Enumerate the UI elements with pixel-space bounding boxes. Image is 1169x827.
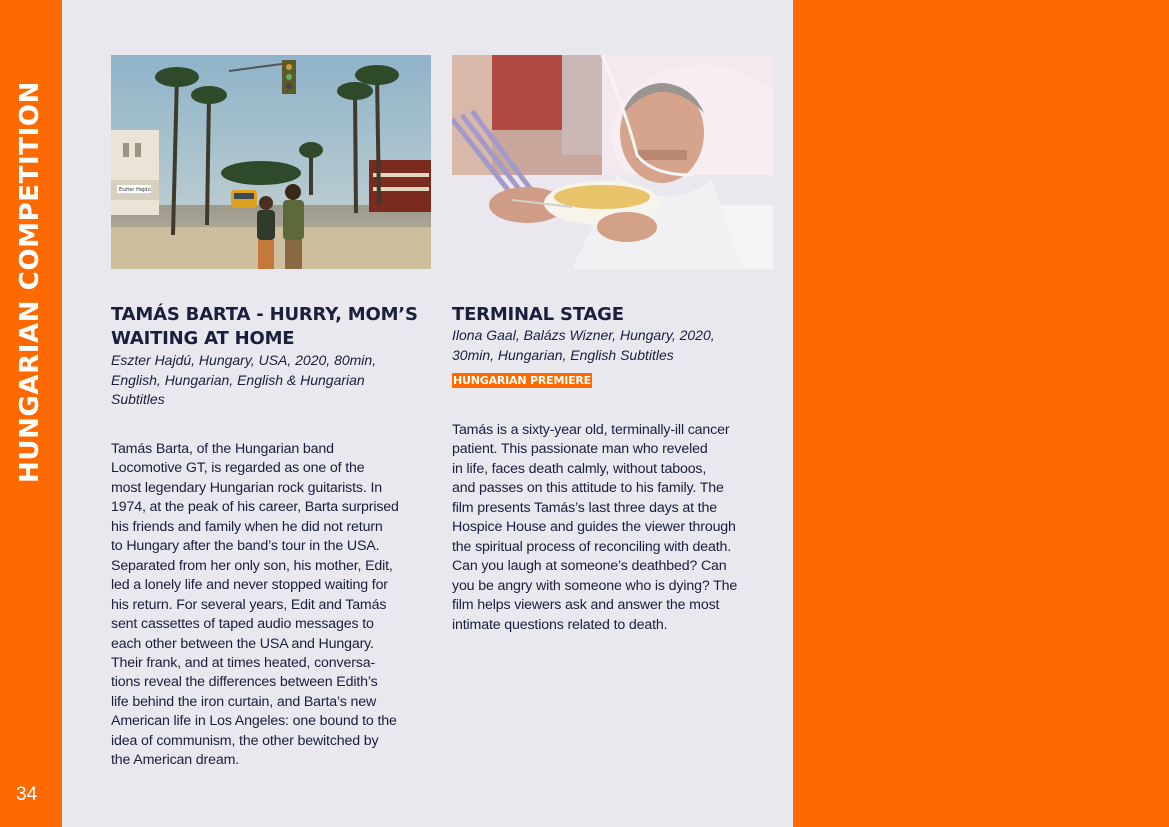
film-meta bbox=[111, 351, 411, 410]
film-synopsis bbox=[452, 421, 772, 635]
synopsis-line: American life in Los Angeles: one bound to the bbox=[111, 713, 397, 730]
film-title-line: TAMÁS BARTA - HURRY, MOM’S bbox=[111, 304, 418, 325]
synopsis-line: sent cassettes of taped audio messages to bbox=[111, 616, 374, 633]
synopsis-line: each other between the USA and Hungary. bbox=[111, 635, 374, 652]
film-title-line: TERMINAL STAGE bbox=[452, 304, 624, 325]
synopsis-line: to Hungary after the band’s tour in the USA. bbox=[111, 538, 380, 555]
section-title: HUNGARIAN COMPETITION bbox=[15, 81, 45, 483]
synopsis-line: his return. For several years, Edit and Tamás bbox=[111, 596, 387, 613]
synopsis-line: Tamás is a sixty-year old, terminally-ill cancer bbox=[452, 422, 730, 438]
synopsis-line: film presents Tamás’s last three days at the bbox=[452, 499, 717, 516]
page-number: 34 bbox=[16, 784, 38, 805]
synopsis-line: the American dream. bbox=[111, 752, 240, 769]
synopsis-line: most legendary Hungarian rock guitarists. In bbox=[111, 479, 382, 496]
film-still-street-scene bbox=[111, 55, 431, 269]
synopsis-line: you be angry with someone who is dying? The bbox=[452, 577, 738, 594]
film-meta-line: Ilona Gaal, Balázs Wizner, Hungary, 2020, bbox=[452, 327, 715, 343]
synopsis-line: his friends and family when he did not return bbox=[111, 518, 383, 535]
synopsis-line: intimate questions related to death. bbox=[452, 616, 668, 633]
film-meta-line: Eszter Hajdú, Hungary, USA, 2020, 80min, bbox=[111, 352, 377, 368]
synopsis-line: Their frank, and at times heated, conversa- bbox=[111, 654, 376, 671]
film-synopsis bbox=[111, 440, 431, 771]
synopsis-line: idea of communism, the other bewitched by bbox=[111, 732, 379, 749]
synopsis-line: the spiritual process of reconciling with death. bbox=[452, 538, 732, 555]
film-meta-line: 30min, Hungarian, English Subtitles bbox=[452, 346, 674, 363]
synopsis-line: life behind the iron curtain, and Barta’s new bbox=[111, 693, 377, 710]
premiere-badge: HUNGARIAN PREMIERE bbox=[453, 374, 591, 387]
synopsis-line: Tamás Barta, of the Hungarian band bbox=[111, 441, 334, 457]
synopsis-line: patient. This passionate man who reveled bbox=[452, 441, 708, 458]
synopsis-line: film helps viewers ask and answer the most bbox=[452, 597, 720, 614]
film-title bbox=[452, 303, 777, 327]
film-meta-line: English, Hungarian, English & Hungarian bbox=[111, 371, 365, 388]
synopsis-line: Separated from her only son, his mother, Edit, bbox=[111, 557, 393, 574]
section-sidebar bbox=[0, 0, 62, 827]
synopsis-line: tions reveal the differences between Edith’s bbox=[111, 674, 378, 691]
accent-panel bbox=[793, 0, 1169, 827]
synopsis-line: Can you laugh at someone’s deathbed? Can bbox=[452, 558, 727, 575]
film-title-line: WAITING AT HOME bbox=[111, 328, 295, 349]
film-title bbox=[111, 303, 436, 351]
film-still-hospital-bed bbox=[452, 55, 773, 269]
synopsis-line: Hospice House and guides the viewer through bbox=[452, 519, 736, 536]
film-meta-line: Subtitles bbox=[111, 391, 165, 407]
synopsis-line: and passes on this attitude to his family. The bbox=[452, 480, 724, 497]
still-sign-text: Eszter Hajdú bbox=[119, 187, 151, 193]
synopsis-line: led a lonely life and never stopped waiting for bbox=[111, 577, 388, 594]
synopsis-line: 1974, at the peak of his career, Barta surprised bbox=[111, 499, 399, 516]
synopsis-line: Locomotive GT, is regarded as one of the bbox=[111, 460, 365, 477]
film-meta bbox=[452, 326, 752, 365]
synopsis-line: in life, faces death calmly, without taboos, bbox=[452, 460, 707, 477]
